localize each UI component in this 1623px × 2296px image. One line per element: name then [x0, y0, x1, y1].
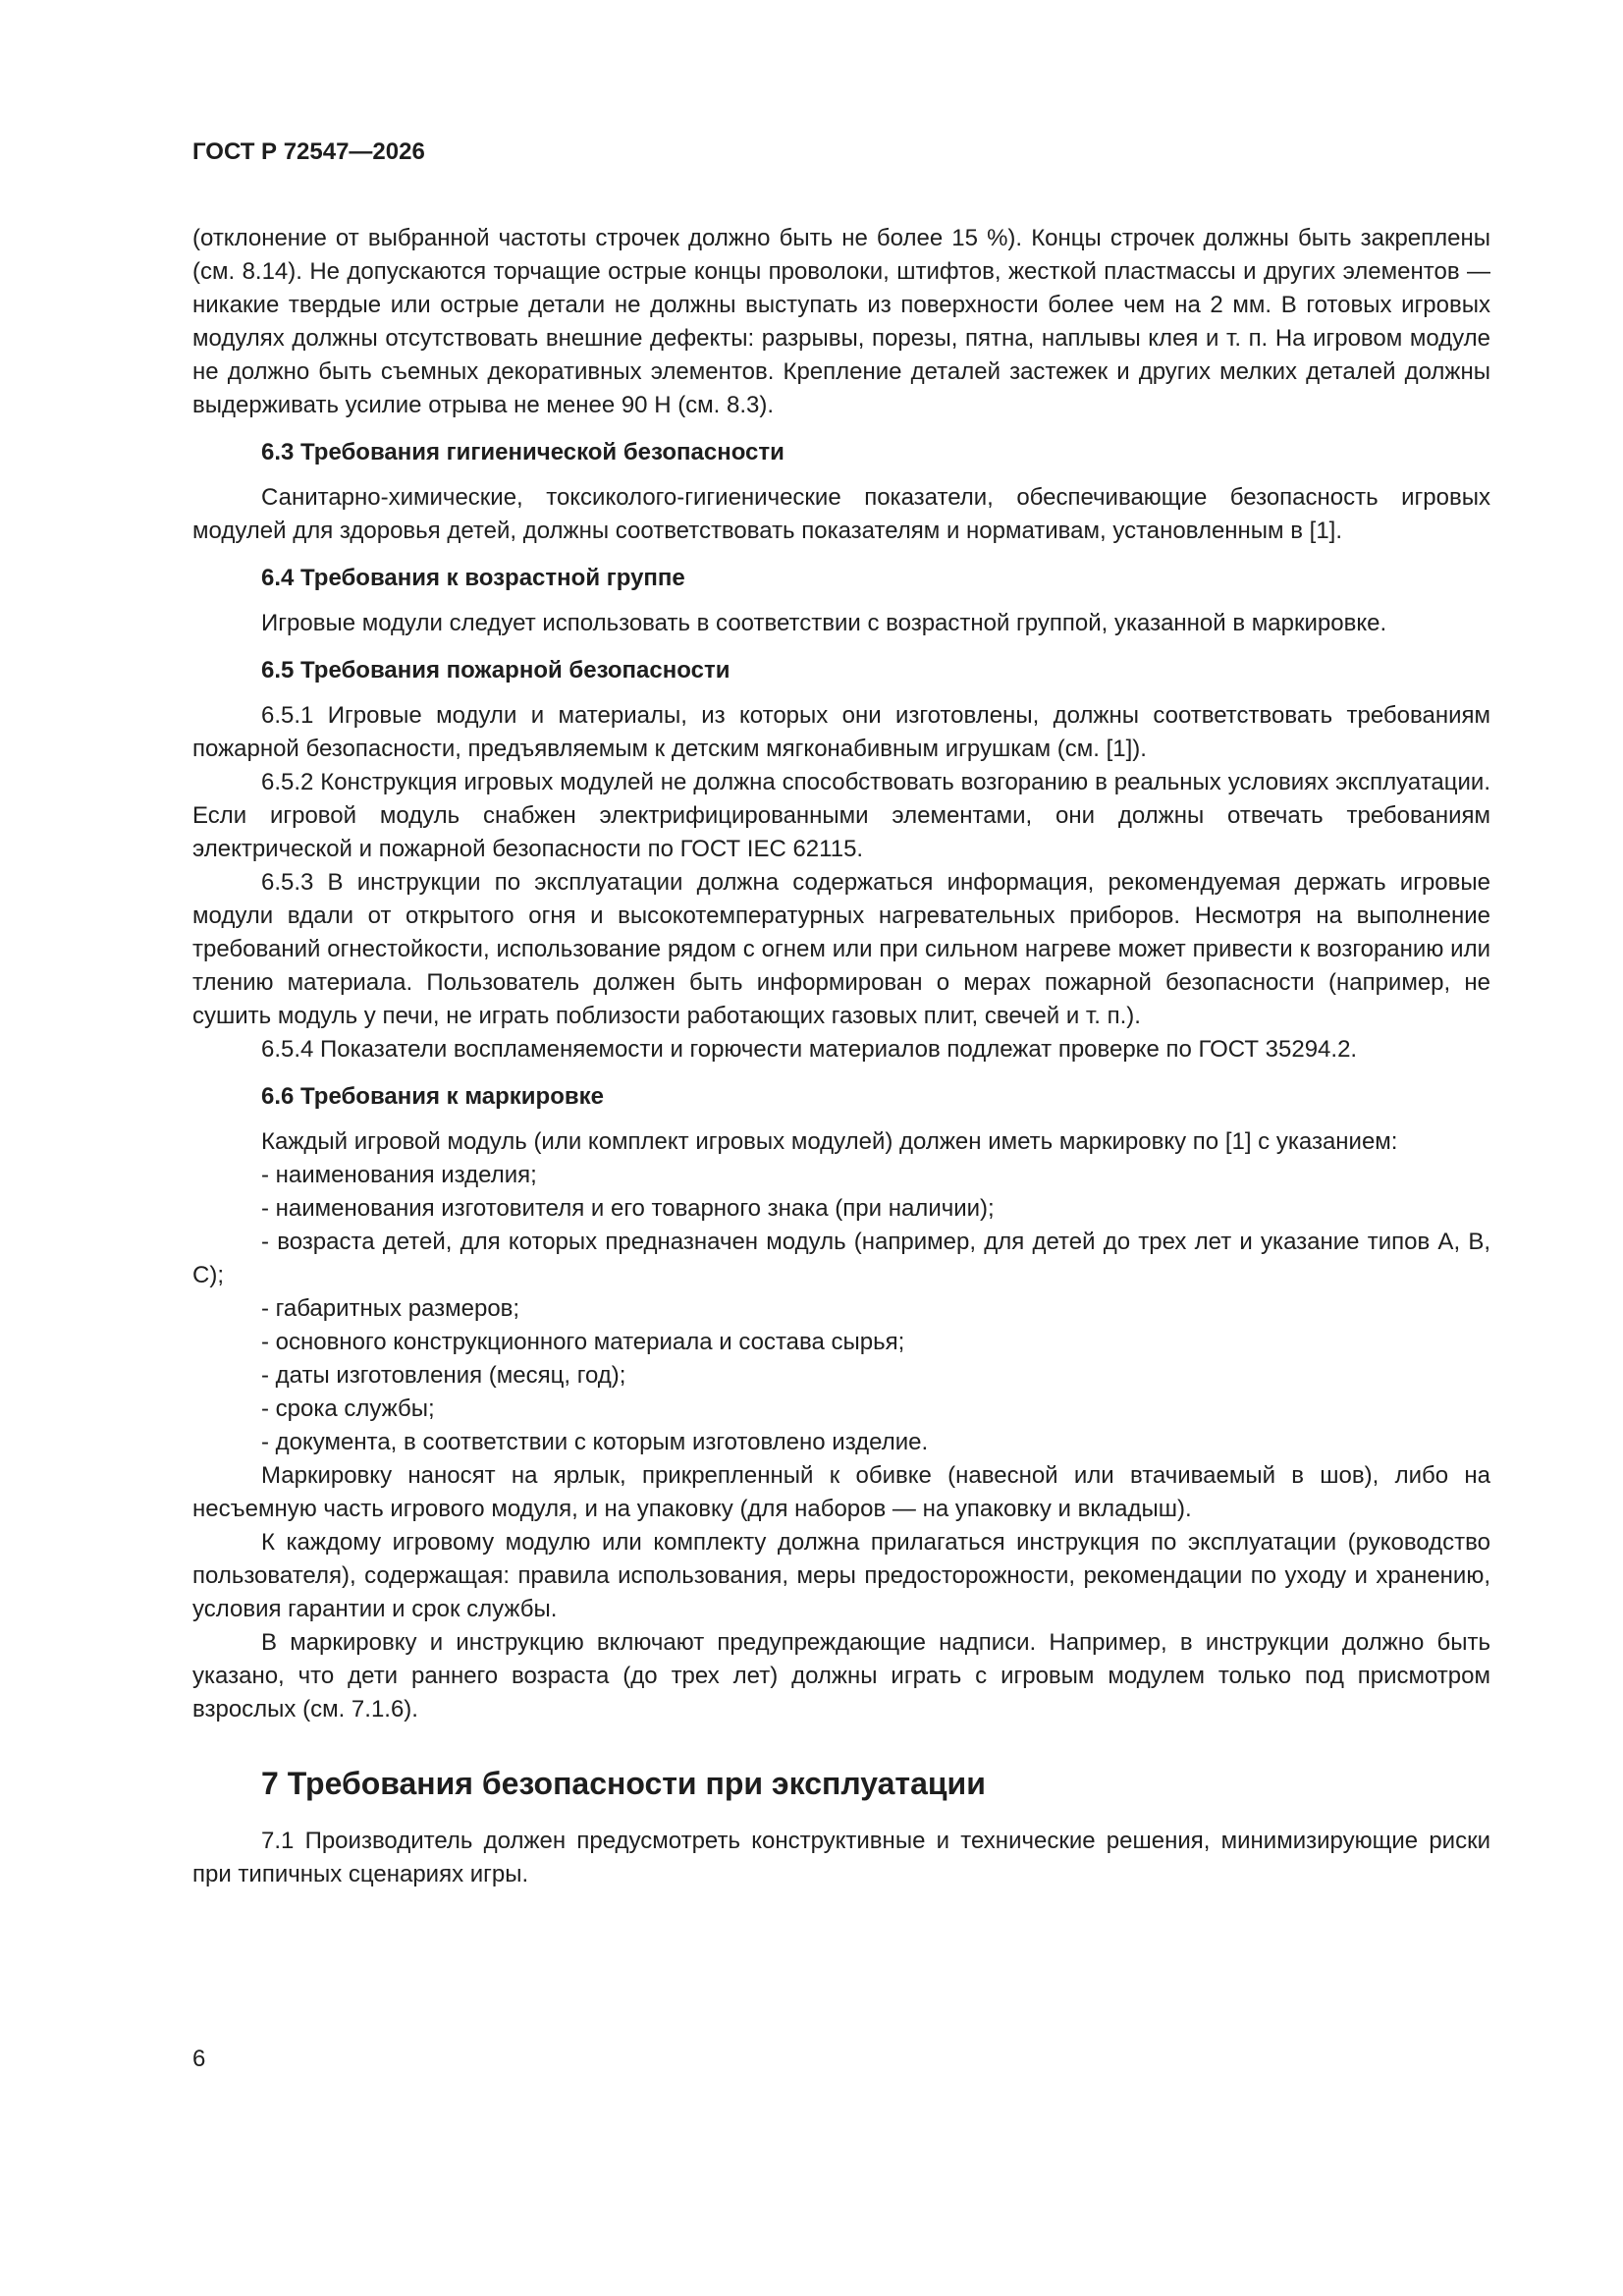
marking-list-item: - даты изготовления (месяц, год); [261, 1362, 626, 1389]
section-6-4-paragraph: Игровые модули следует использовать в соответствии с возрастной группой, указанной в маркировке. [261, 610, 1387, 636]
marking-label-paragraph: Маркировку наносят на ярлык, прикрепленный к обивке (навесной или втачиваемый в шов), либо на несъемную часть игрового модуля, и на упаковку (для наборов — на упаковку и вкладыш). [192, 1462, 1490, 1522]
clause-7-1: 7.1 Производитель должен предусмотреть конструктивные и технические решения, минимизирующие риски при типичных сценариях игры. [192, 1828, 1490, 1887]
clause-6-5-2: 6.5.2 Конструкция игровых модулей не должна способствовать возгоранию в реальных условиях эксплуатации. Если игровой модуль снабжен электрифицированными элементами, они должны отвечать требованиям электрической и пожарной безопасности по ГОСТ IEC 62115. [192, 769, 1490, 862]
intro-paragraph: (отклонение от выбранной частоты строчек должно быть не более 15 %). Концы строчек должны быть закреплены (см. 8.14). Не допускаются торчащие острые концы проволоки, штифтов, жесткой пластмассы и других элементов — никакие твердые или острые детали не должны выступать из поверхности более чем на 2 мм. В готовых игровых модулях должны отсутствовать внешние дефекты: разрывы, порезы, пятна, наплывы клея и т. п. На игровом модуле не должно быть съемных декоративных элементов. Крепление деталей застежек и других мелких деталей должны выдерживать усилие отрыва не менее 90 Н (см. 8.3). [192, 225, 1490, 418]
section-6-6-intro: Каждый игровой модуль (или комплект игровых модулей) должен иметь маркировку по [1] с указанием: [261, 1128, 1398, 1155]
clause-6-5-1: 6.5.1 Игровые модули и материалы, из которых они изготовлены, должны соответствовать требованиям пожарной безопасности, предъявляемым к детским мягконабивным игрушкам (см. [1]). [192, 702, 1490, 762]
marking-list-item: - возраста детей, для которых предназначен модуль (например, для детей до трех лет и указание типов A, B, C); [192, 1229, 1490, 1288]
section-6-5-heading: 6.5 Требования пожарной безопасности [261, 657, 730, 683]
section-6-3-heading: 6.3 Требования гигиенической безопасности [261, 439, 784, 465]
section-6-3-paragraph: Санитарно-химические, токсиколого-гигиенические показатели, обеспечивающие безопасность игровых модулей для здоровья детей, должны соответствовать показателям и нормативам, установленным в [1]. [192, 484, 1490, 544]
section-7-heading: 7 Требования безопасности при эксплуатации [261, 1766, 986, 1801]
marking-list-item: - габаритных размеров; [261, 1295, 520, 1322]
instruction-paragraph: К каждому игровому модулю или комплекту должна прилагаться инструкция по эксплуатации (руководство пользователя), содержащая: правила использования, меры предосторожности, рекомендации по уходу и хранению, условия гарантии и срок службы. [192, 1529, 1490, 1622]
page-number: 6 [192, 2046, 206, 2072]
section-6-4-heading: 6.4 Требования к возрастной группе [261, 565, 685, 591]
document-page [192, 137, 1490, 1891]
marking-list-item: - срока службы; [261, 1395, 435, 1422]
clause-6-5-3: 6.5.3 В инструкции по эксплуатации должна содержаться информация, рекомендуемая держать игровые модули вдали от открытого огня и высокотемпературных нагревательных приборов. Несмотря на выполнение требований огнестойкости, использование рядом с огнем или при сильном нагреве может привести к возгоранию или тлению материала. Пользователь должен быть информирован о мерах пожарной безопасности (например, не сушить модуль у печи, не играть поблизости работающих газовых плит, свечей и т. п.). [192, 869, 1490, 1029]
warning-paragraph: В маркировку и инструкцию включают предупреждающие надписи. Например, в инструкции должно быть указано, что дети раннего возраста (до трех лет) должны играть с игровым модулем только под присмотром взрослых (см. 7.1.6). [192, 1629, 1490, 1722]
marking-list-item: - основного конструкционного материала и состава сырья; [261, 1329, 905, 1355]
marking-list-item: - наименования изделия; [261, 1162, 537, 1188]
marking-list-item: - документа, в соответствии с которым изготовлено изделие. [261, 1429, 929, 1455]
section-6-6-heading: 6.6 Требования к маркировке [261, 1083, 604, 1110]
marking-list-item: - наименования изготовителя и его товарного знака (при наличии); [261, 1195, 995, 1222]
document-header: ГОСТ Р 72547—2026 [192, 138, 425, 165]
clause-6-5-4: 6.5.4 Показатели воспламеняемости и горючести материалов подлежат проверке по ГОСТ 35294.2. [261, 1036, 1358, 1063]
